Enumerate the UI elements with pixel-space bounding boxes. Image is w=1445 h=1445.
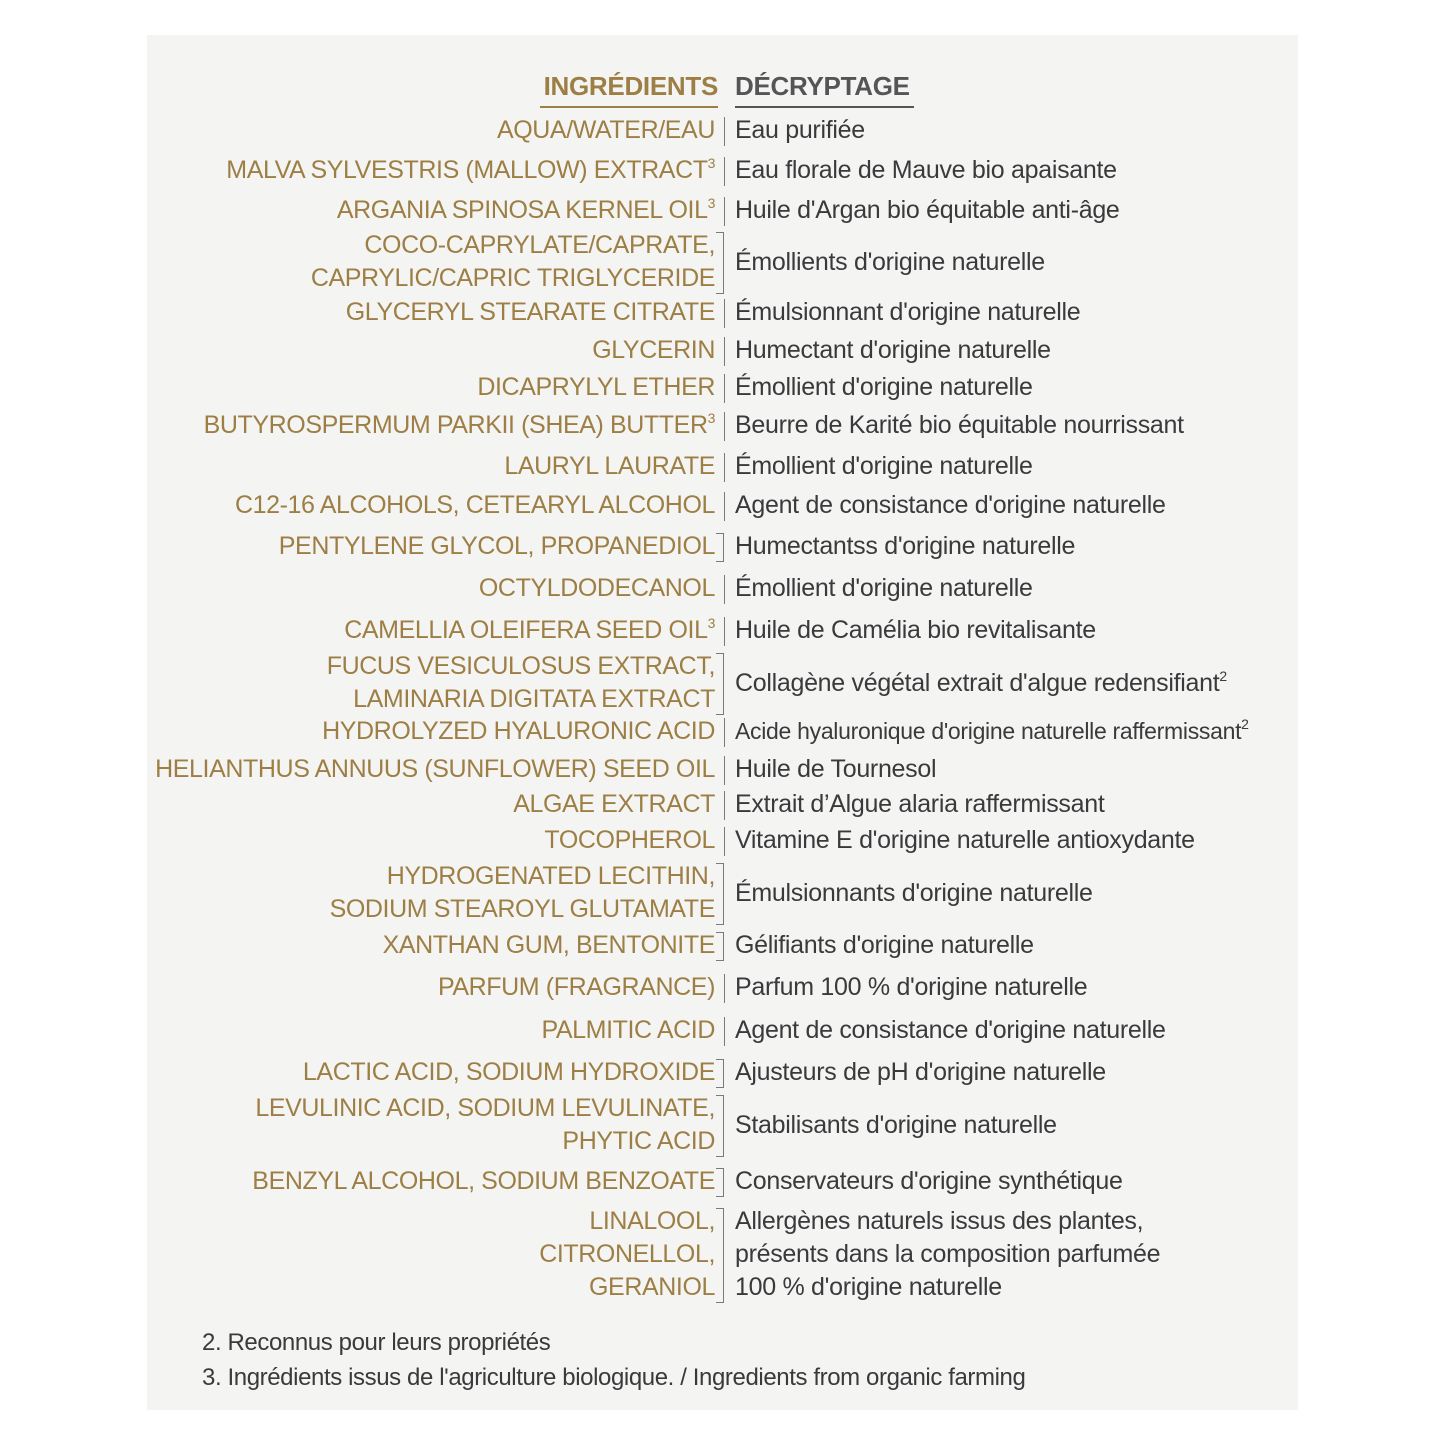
group-bracket xyxy=(716,1059,724,1088)
group-bracket xyxy=(716,1168,724,1197)
separator-line xyxy=(724,575,725,604)
ingredient-row xyxy=(0,1205,1445,1304)
header-ingredients: INGRÉDIENTS xyxy=(540,70,718,108)
ingredient-name: PALMITIC ACID xyxy=(541,1016,715,1044)
separator-line xyxy=(724,974,725,1003)
ingredient-description: Gélifiants d'origine naturelle xyxy=(735,931,1034,959)
separator-line xyxy=(724,117,725,146)
separator-line xyxy=(724,374,725,403)
ingredient-description: Émollient d'origine naturelle xyxy=(735,373,1033,401)
ingredient-name: HELIANTHUS ANNUUS (SUNFLOWER) SEED OIL xyxy=(155,755,715,783)
separator-line xyxy=(724,617,725,646)
separator-line xyxy=(724,299,725,328)
ingredient-row xyxy=(0,1014,1445,1047)
ingredient-name: LEVULINIC ACID, SODIUM LEVULINATE, PHYTIC ACID xyxy=(255,1094,715,1155)
group-bracket xyxy=(716,533,724,562)
ingredient-description: Émulsionnants d'origine naturelle xyxy=(735,878,1093,907)
ingredient-description: Humectant d'origine naturelle xyxy=(735,336,1051,364)
ingredient-description: Eau florale de Mauve bio apaisante xyxy=(735,156,1117,184)
ingredient-name: PENTYLENE GLYCOL, PROPANEDIOL xyxy=(278,532,715,560)
ingredient-name: BUTYROSPERMUM PARKII (SHEA) BUTTER$^3$ xyxy=(203,410,715,439)
ingredient-description: Émollients d'origine naturelle xyxy=(735,247,1045,276)
separator-line xyxy=(724,756,725,785)
ingredient-name: MALVA SYLVESTRIS (MALLOW) EXTRACT$^3$ xyxy=(226,155,715,184)
group-bracket xyxy=(716,653,724,715)
ingredient-description: Agent de consistance d'origine naturelle xyxy=(735,491,1166,519)
ingredient-row xyxy=(0,971,1445,1004)
ingredient-row xyxy=(0,614,1445,647)
ingredient-row xyxy=(0,450,1445,483)
ingredient-row xyxy=(0,409,1445,442)
ingredient-row xyxy=(0,1056,1445,1089)
separator-line xyxy=(724,791,725,820)
ingredient-row xyxy=(0,929,1445,962)
ingredient-name: GLYCERIN xyxy=(592,336,715,364)
ingredient-description: Acide hyaluronique d'origine naturelle raffermissant$^2$ xyxy=(735,716,1249,744)
group-bracket xyxy=(716,863,724,925)
ingredient-description: Huile de Tournesol xyxy=(735,755,937,783)
group-bracket xyxy=(716,232,724,294)
ingredient-description: Parfum 100 % d'origine naturelle xyxy=(735,973,1088,1001)
separator-line xyxy=(724,337,725,366)
ingredient-description: Beurre de Karité bio équitable nourrissant xyxy=(735,411,1184,439)
ingredient-name: BENZYL ALCOHOL, SODIUM BENZOATE xyxy=(252,1167,715,1195)
ingredient-name: HYDROGENATED LECITHIN, SODIUM STEAROYL GLUTAMATE xyxy=(329,862,715,923)
ingredient-name: ARGANIA SPINOSA KERNEL OIL$^3$ xyxy=(336,195,715,224)
ingredient-name: LINALOOL, CITRONELLOL, GERANIOL xyxy=(539,1207,715,1301)
ingredient-name: C12-16 ALCOHOLS, CETEARYL ALCOHOL xyxy=(234,491,715,519)
ingredient-row xyxy=(0,371,1445,404)
ingredient-row xyxy=(0,114,1445,147)
ingredient-row xyxy=(0,530,1445,563)
ingredient-name: HYDROLYZED HYALURONIC ACID xyxy=(322,717,715,745)
separator-line xyxy=(724,197,725,226)
ingredient-name: DICAPRYLYL ETHER xyxy=(477,373,715,401)
separator-line xyxy=(724,827,725,856)
ingredient-name: LAURYL LAURATE xyxy=(504,452,715,480)
ingredient-row xyxy=(0,650,1445,716)
ingredient-row xyxy=(0,572,1445,605)
ingredient-name: OCTYLDODECANOL xyxy=(478,574,715,602)
ingredient-name: COCO-CAPRYLATE/CAPRATE, CAPRYLIC/CAPRIC TRIGLYCERIDE xyxy=(310,231,715,292)
separator-line xyxy=(724,1017,725,1046)
ingredient-name: AQUA/WATER/EAU xyxy=(496,116,715,144)
table-header xyxy=(147,70,1298,110)
ingredient-name: XANTHAN GUM, BENTONITE xyxy=(382,931,715,959)
ingredient-description: Huile d'Argan bio équitable anti-âge xyxy=(735,196,1120,224)
ingredient-description: Émulsionnant d'origine naturelle xyxy=(735,298,1081,326)
ingredient-description: Collagène végétal extrait d'algue redensifiant$^2$ xyxy=(735,667,1227,697)
ingredient-description: Allergènes naturels issus des plantes, présents dans la composition parfumée 100 % d'origine naturelle xyxy=(735,1207,1161,1301)
footnotes xyxy=(202,1325,1025,1395)
ingredient-name: ALGAE EXTRACT xyxy=(513,790,715,818)
ingredient-row xyxy=(0,489,1445,522)
ingredient-description: Conservateurs d'origine synthétique xyxy=(735,1167,1123,1195)
ingredient-row xyxy=(0,1092,1445,1158)
ingredient-row xyxy=(0,824,1445,857)
footnote-3: 3. Ingrédients issus de l'agriculture biologique. / Ingredients from organic farming xyxy=(202,1364,1026,1391)
ingredient-row xyxy=(0,194,1445,227)
ingredient-row xyxy=(0,334,1445,367)
ingredient-name: PARFUM (FRAGRANCE) xyxy=(437,973,715,1001)
ingredient-row xyxy=(0,229,1445,295)
ingredient-description: Huile de Camélia bio revitalisante xyxy=(735,616,1096,644)
ingredient-description: Ajusteurs de pH d'origine naturelle xyxy=(735,1058,1106,1086)
separator-line xyxy=(724,157,725,186)
ingredient-description: Émollient d'origine naturelle xyxy=(735,574,1033,602)
ingredient-description: Humectantss d'origine naturelle xyxy=(735,532,1076,560)
ingredient-description: Vitamine E d'origine naturelle antioxydante xyxy=(735,826,1195,854)
ingredient-name: FUCUS VESICULOSUS EXTRACT, LAMINARIA DIGITATA EXTRACT xyxy=(326,652,715,713)
separator-line xyxy=(724,412,725,441)
separator-line xyxy=(724,492,725,521)
ingredient-name: GLYCERYL STEARATE CITRATE xyxy=(345,298,715,326)
group-bracket xyxy=(716,932,724,961)
header-decryption: DÉCRYPTAGE xyxy=(735,70,914,108)
separator-line xyxy=(724,453,725,482)
ingredient-description: Agent de consistance d'origine naturelle xyxy=(735,1016,1166,1044)
footnote-2: 2. Reconnus pour leurs propriétés xyxy=(202,1329,551,1356)
ingredient-description: Stabilisants d'origine naturelle xyxy=(735,1110,1057,1139)
ingredient-description: Eau purifiée xyxy=(735,116,865,144)
ingredient-name: LACTIC ACID, SODIUM HYDROXIDE xyxy=(302,1058,715,1086)
ingredient-name: TOCOPHEROL xyxy=(544,826,715,854)
group-bracket xyxy=(716,1208,724,1303)
ingredient-row xyxy=(0,154,1445,187)
ingredient-row xyxy=(0,788,1445,821)
ingredient-row xyxy=(0,860,1445,926)
ingredient-description: Émollient d'origine naturelle xyxy=(735,452,1033,480)
group-bracket xyxy=(716,1095,724,1157)
ingredient-row xyxy=(0,753,1445,786)
ingredient-row xyxy=(0,296,1445,329)
ingredient-row xyxy=(0,715,1445,748)
separator-line xyxy=(724,718,725,747)
ingredient-name: CAMELLIA OLEIFERA SEED OIL$^3$ xyxy=(344,615,715,644)
ingredient-row xyxy=(0,1165,1445,1198)
ingredient-description: Extrait d’Algue alaria raffermissant xyxy=(735,790,1105,818)
